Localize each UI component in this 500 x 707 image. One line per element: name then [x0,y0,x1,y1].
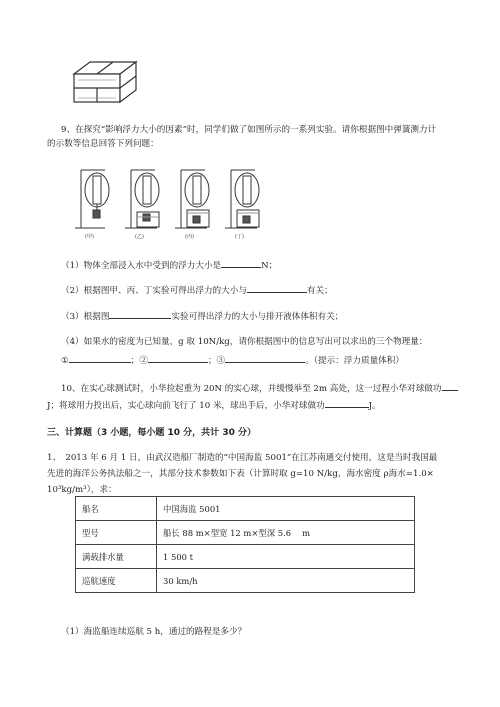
q9-intro-line2: 的示数等信息回答下列问题： [47,139,159,149]
table-row [76,521,415,545]
q9-part3-text: （3）根据图 [61,312,110,322]
calc1-line2: 先进的海洋公务执法船之一，其部分技术参数如下表（计算时取 g=10 N/kg，海水密度 ρ海水=1.0× [47,469,434,479]
q9-part1-unit: N； [261,261,278,271]
table-cell-key: 型号 [76,521,157,545]
q9-part2-text: （2）根据图甲、丙、丁实验可得出浮力的大小与 [61,286,247,296]
q9-part2-blank[interactable] [247,283,307,293]
q9-part1-blank[interactable] [221,258,261,268]
table-cell-value: 船长 88 m×型宽 12 m×型深 5.6 m [157,521,415,545]
table-row [76,497,415,521]
table-cell-value: 中国海监 5001 [157,497,415,521]
figure-label-yi: (乙) [135,234,144,240]
figure-label-bing: (丙) [185,234,194,240]
q9-part4-line2: ① ；② ；③ 。（提示：浮力质量体积） [61,353,404,367]
calc1-sub1: （1）海监船连续巡航 5 h，通过的路程是多少？ [61,627,247,637]
q9-intro-line1: 9、在探究“影响浮力大小的因素”时，同学们做了如图所示的一系列实验。请你根据图中弹簧测力计 [61,125,437,135]
q9-part4-blank-1[interactable] [69,353,131,363]
q9-part2 [61,283,333,297]
spring-scale-experiment-figure [75,162,280,242]
q10-line1: 10、在实心球测试时，小华捡起重为 20N 的实心球，并缓慢举至 2m 高处，这一过程小华对球做功 [61,381,458,395]
stacked-bricks-figure [70,58,140,108]
ship-specs-table [75,496,415,593]
table-cell-key: 船名 [76,497,157,521]
figure-label-jia: (甲) [85,234,94,240]
q9-part4-line1: （4）如果水的密度为已知量，g 取 10N/kg，请你根据图中的信息写出可以求出的三个物理量： [61,337,428,347]
section3-title: 三、计算题（3 小题，每小题 10 分，共计 30 分） [47,428,256,438]
q10-blank-2[interactable] [325,398,369,408]
q9-part4-blank-3[interactable] [225,353,305,363]
q9-part3-blank[interactable] [109,309,171,319]
q9-part4-hint: 。（提示：浮力质量体积） [305,356,404,366]
table-cell-key: 巡航速度 [76,569,157,593]
q9-part3 [61,309,343,323]
table-row [76,569,415,593]
q9-part2-tail: 有关； [306,286,333,296]
q10-line2: J；将球用力投出后，实心球向前飞行了 10 米，球出手后，小华对球做功 J。 [47,398,381,412]
q10-blank-1[interactable] [442,381,458,391]
q9-part3-tail: 实验可得出浮力的大小与排开液体体积有关； [171,312,344,322]
q9-part4-blank-2[interactable] [148,353,208,363]
table-cell-value: 30 km/h [157,569,415,593]
figure-label-ding: (丁) [235,234,244,240]
table-row [76,545,415,569]
calc1-line1: 1、 2013 年 6 月 1 日，由武汉造船厂制造的“中国海监 5001”在江苏南通交付使用，这是当时我国最 [47,453,438,463]
q9-part1-text: （1）物体全部浸入水中受到的浮力大小是 [61,261,222,271]
q9-part1 [61,258,277,272]
table-cell-value: 1 500 t [157,545,415,569]
calc1-line3: 10³kg/m³），求： [47,485,117,495]
table-cell-key: 满载排水量 [76,545,157,569]
